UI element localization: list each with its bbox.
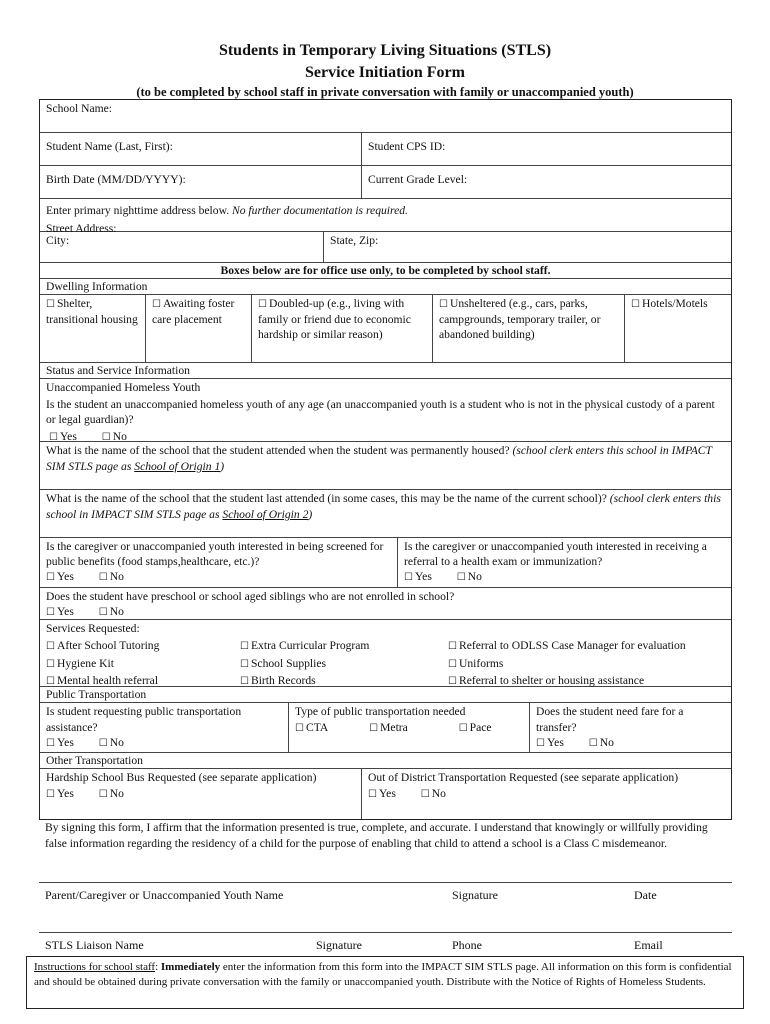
- form-title: Students in Temporary Living Situations (STLS): [218, 42, 552, 59]
- address-block: [40, 199, 731, 235]
- instructions-immediately: Immediately: [160, 961, 221, 973]
- service-school-supplies[interactable]: ☐ School Supplies: [240, 656, 448, 674]
- address-instructions: Enter primary nighttime address below. No further documentation is required.: [46, 204, 408, 217]
- health-yes-checkbox[interactable]: ☐ Yes: [404, 569, 432, 585]
- pt-fare-question: Does the student need fare for a transfer? ☐ Yes ☐ No: [529, 703, 731, 752]
- sig2-email-label: Email: [634, 938, 663, 952]
- services-block: [40, 620, 731, 687]
- bus-yes-checkbox[interactable]: ☐ Yes: [46, 786, 74, 803]
- sig1-date-label: Date: [634, 888, 657, 902]
- student-cps-id-field[interactable]: Student CPS ID:: [361, 133, 731, 165]
- uhy-no-checkbox[interactable]: ☐ No: [102, 429, 127, 445]
- service-uniforms[interactable]: ☐ Uniforms: [448, 656, 725, 674]
- benefits-yes-checkbox[interactable]: ☐ Yes: [46, 569, 74, 585]
- service-after-school-tutoring[interactable]: ☐ After School Tutoring: [46, 638, 240, 656]
- public-transport-heading: Public Transportation: [40, 687, 731, 703]
- sig1-name-label: Parent/Caregiver or Unaccompanied Youth Name: [45, 888, 284, 902]
- instructions-label: Instructions for school staff: [34, 961, 156, 973]
- origin1-block: [40, 442, 731, 490]
- pt-cta-checkbox[interactable]: ☐ CTA: [295, 720, 328, 737]
- siblings-no-checkbox[interactable]: ☐ No: [99, 604, 124, 620]
- uhy-yes-checkbox[interactable]: ☐ Yes: [49, 429, 77, 445]
- pt-metra-checkbox[interactable]: ☐ Metra: [369, 720, 408, 737]
- dwelling-doubled-up-checkbox[interactable]: ☐ Doubled-up (e.g., living with family or friend due to economic hardship or similar reason): [251, 295, 432, 362]
- birth-date-field[interactable]: Birth Date (MM/DD/YYYY):: [46, 173, 186, 186]
- stls-form: [39, 99, 732, 820]
- sig2-signature-label: Signature: [316, 938, 362, 952]
- pt-no-checkbox[interactable]: ☐ No: [99, 735, 124, 752]
- fare-yes-checkbox[interactable]: ☐ Yes: [536, 735, 564, 752]
- dwelling-shelter-checkbox[interactable]: ☐ Shelter, transitional housing: [40, 295, 145, 362]
- siblings-question: Does the student have preschool or school aged siblings who are not enrolled in school? ☐ Yes ☐ No: [40, 588, 460, 619]
- benefits-question: Is the caregiver or unaccompanied youth interested in being screened for public benefits (food stamps,healthcare, etc.)? ☐ Yes ☐ No: [40, 538, 397, 587]
- dwelling-foster-checkbox[interactable]: ☐ Awaiting foster care placement: [145, 295, 251, 362]
- student-name-field[interactable]: Student Name (Last, First):: [46, 140, 173, 153]
- origin2-block: [40, 490, 731, 538]
- sig1-signature-label: Signature: [452, 888, 498, 902]
- grade-level-field[interactable]: Current Grade Level:: [361, 166, 731, 198]
- bus-question: Hardship School Bus Requested (see separate application) ☐ Yes ☐ No: [40, 769, 361, 819]
- service-hygiene-kit[interactable]: ☐ Hygiene Kit: [46, 656, 240, 674]
- city-row: [40, 232, 731, 263]
- origin1-question[interactable]: What is the name of the school that the student attended when the student was permanently housed? (school clerk enters this school in IMPACT SIM STLS page as School of Origin 1): [46, 444, 712, 473]
- service-extra-curricular[interactable]: ☐ Extra Curricular Program: [240, 638, 448, 656]
- ood-yes-checkbox[interactable]: ☐ Yes: [368, 786, 396, 803]
- uhy-block: [40, 379, 731, 442]
- form-instructions-header: (to be completed by school staff in private conversation with family or unaccompanied youth): [136, 85, 634, 99]
- affirmation-text: By signing this form, I affirm that the information presented is true, complete, and accurate. I understand that knowingly or willfully providing false information regarding the residency of a child for the purpose of enabling that child to attend a school is a Class C misdemeanor.: [45, 821, 708, 850]
- uhy-heading: Unaccompanied Homeless Youth: [46, 381, 201, 394]
- birth-grade-row: [40, 166, 731, 199]
- signature-line-liaison[interactable]: [39, 932, 732, 953]
- public-transport-row: [40, 703, 731, 753]
- instructions-text: enter the information from this form into the IMPACT SIM STLS page. All information on this form is confidential and should be obtained during private conversation with the family or unaccompanied youth. Distribute with the Notice of Rights of Homeless Students.: [34, 961, 732, 988]
- pt-yes-checkbox[interactable]: ☐ Yes: [46, 735, 74, 752]
- benefits-no-checkbox[interactable]: ☐ No: [99, 569, 124, 585]
- pt-pace-checkbox[interactable]: ☐ Pace: [459, 720, 492, 737]
- sig2-name-label: STLS Liaison Name: [45, 938, 144, 952]
- service-odlss-referral[interactable]: ☐ Referral to ODLSS Case Manager for evaluation: [448, 638, 725, 656]
- ood-question: Out of District Transportation Requested (see separate application) ☐ Yes ☐ No: [361, 769, 731, 819]
- siblings-row: [40, 588, 731, 620]
- services-grid: [40, 638, 731, 691]
- other-transport-row: [40, 769, 731, 819]
- service-birth-records[interactable]: ☐ Birth Records: [240, 673, 448, 691]
- dwelling-unsheltered-checkbox[interactable]: ☐ Unsheltered (e.g., cars, parks, campgrounds, temporary trailer, or abandoned building): [432, 295, 624, 362]
- ood-no-checkbox[interactable]: ☐ No: [421, 786, 446, 803]
- signature-line-parent[interactable]: [39, 882, 732, 903]
- state-zip-field[interactable]: State, Zip:: [323, 232, 731, 262]
- city-field[interactable]: City:: [46, 234, 70, 247]
- service-mental-health[interactable]: ☐ Mental health referral: [46, 673, 240, 691]
- uhy-question: Is the student an unaccompanied homeless youth of any age (an unaccompanied youth is a student who is not in the physical custody of a parent or legal guardian)?: [46, 398, 715, 426]
- staff-instructions-box: Instructions for school staff: Immediately enter the information from this form into the IMPACT SIM STLS page. All information on this form is confidential and should be obtained during private conversation with the family or unaccompanied youth. Distribute with the Notice of Rights of Homeless Students.: [26, 956, 744, 1009]
- street-address-field[interactable]: Street Address:: [46, 221, 117, 235]
- other-transport-heading: Other Transportation: [40, 753, 731, 769]
- pt-assistance-question: Is student requesting public transportation assistance? ☐ Yes ☐ No: [40, 703, 288, 752]
- origin2-question[interactable]: What is the name of the school that the student last attended (in some cases, this may be the name of the current school)? (school clerk enters this school in IMPACT SIM STLS page as School of Origin 2): [46, 492, 721, 521]
- school-name-row: [40, 100, 731, 133]
- benefits-health-row: [40, 538, 731, 588]
- services-heading: Services Requested:: [46, 622, 140, 635]
- status-heading: Status and Service Information: [40, 363, 731, 379]
- office-use-banner: Boxes below are for office use only, to be completed by school staff.: [40, 263, 731, 279]
- school-name-field[interactable]: School Name:: [46, 102, 113, 115]
- health-question: Is the caregiver or unaccompanied youth interested in receiving a referral to a health exam or immunization? ☐ Yes ☐ No: [397, 538, 731, 587]
- form-subtitle: Service Initiation Form: [305, 64, 465, 81]
- bus-no-checkbox[interactable]: ☐ No: [99, 786, 124, 803]
- fare-no-checkbox[interactable]: ☐ No: [589, 735, 614, 752]
- student-row: [40, 133, 731, 166]
- sig2-phone-label: Phone: [452, 938, 482, 952]
- pt-type-question: Type of public transportation needed ☐ CTA ☐ Metra ☐ Pace: [288, 703, 529, 752]
- dwelling-heading: Dwelling Information: [40, 279, 731, 295]
- dwelling-hotels-checkbox[interactable]: ☐ Hotels/Motels: [624, 295, 731, 362]
- service-shelter-referral[interactable]: ☐ Referral to shelter or housing assistance: [448, 673, 725, 691]
- health-no-checkbox[interactable]: ☐ No: [457, 569, 482, 585]
- dwelling-options: [40, 295, 731, 363]
- siblings-yes-checkbox[interactable]: ☐ Yes: [46, 604, 74, 620]
